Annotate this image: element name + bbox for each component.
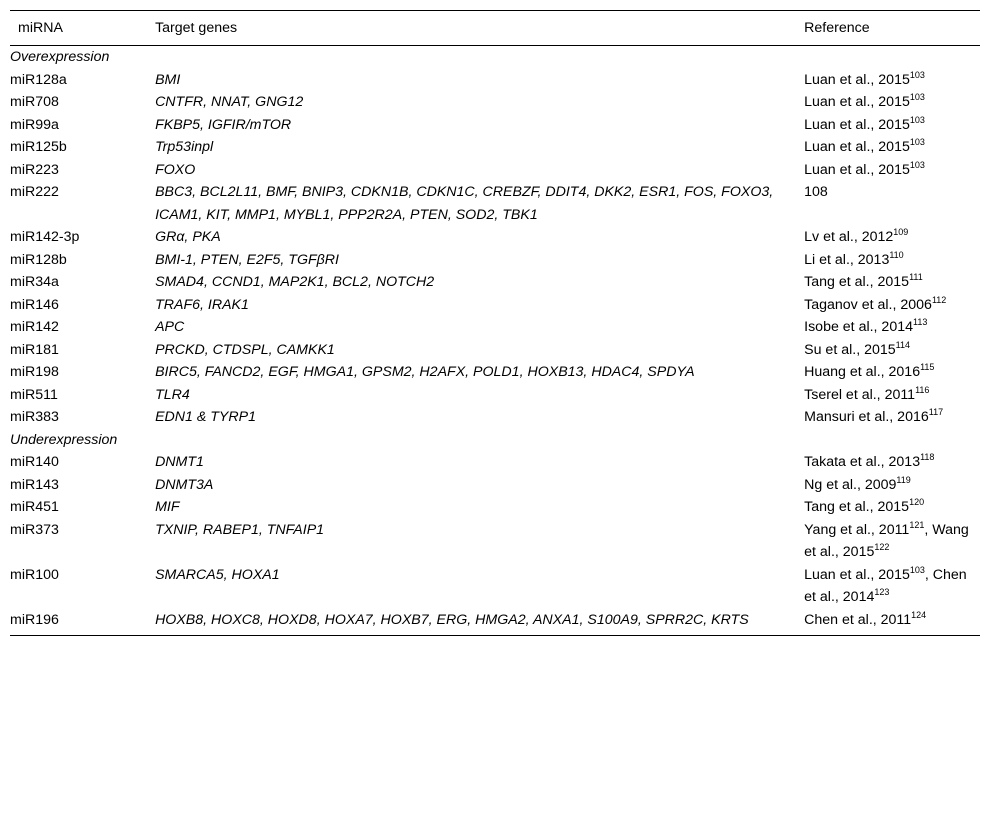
mirna-cell: miR511 — [10, 386, 58, 403]
table-header — [10, 11, 980, 46]
target-genes-cell: DNMT1 — [155, 454, 204, 470]
reference-cell — [804, 294, 980, 317]
target-genes-cell: MIF — [155, 499, 180, 515]
table-row — [10, 136, 980, 159]
mirna-table — [10, 10, 980, 636]
reference-cell — [804, 361, 980, 384]
section-row — [10, 46, 980, 69]
reference-cell — [804, 384, 980, 407]
reference-superscript: 103 — [909, 159, 925, 170]
target-genes-cell: TLR4 — [155, 386, 190, 403]
mirna-cell: miR128b — [10, 251, 67, 268]
reference-text: Luan et al., 2015 — [804, 566, 910, 583]
table-row — [10, 406, 980, 429]
table-row — [10, 181, 980, 226]
section-label: Underexpression — [10, 431, 118, 448]
reference-text: Yang et al., 2011 — [804, 521, 910, 538]
mirna-cell: miR128a — [10, 71, 67, 88]
table-row — [10, 519, 980, 564]
table-row — [10, 316, 980, 339]
table-row — [10, 564, 980, 609]
target-genes-cell: FKBP5, IGFIR/mTOR — [155, 116, 292, 133]
reference-superscript: 111 — [909, 272, 923, 282]
reference-text: Chen et al., 2011 — [804, 611, 912, 628]
mirna-cell: miR143 — [10, 476, 59, 493]
reference-superscript: 110 — [889, 249, 904, 260]
section-row — [10, 429, 980, 452]
target-genes-cell: HOXB8, HOXC8, HOXD8, HOXA7, HOXB7, ERG, HMGA2, ANXA1, S100A9, SPRR2C, KRTS — [155, 611, 749, 628]
reference-cell — [804, 136, 980, 159]
reference-text: Luan et al., 2015 — [804, 116, 910, 133]
reference-cell — [804, 519, 980, 564]
mirna-cell: miR223 — [10, 161, 59, 178]
table-row — [10, 91, 980, 114]
mirna-cell: miR146 — [10, 296, 59, 313]
mirna-cell: miR196 — [10, 611, 59, 628]
target-genes-cell: BMI — [155, 71, 181, 88]
reference-cell — [804, 564, 980, 609]
table-row — [10, 361, 980, 384]
table-row — [10, 496, 980, 519]
reference-cell — [804, 69, 980, 92]
reference-superscript: 103 — [909, 92, 925, 102]
table-row — [10, 451, 980, 474]
mirna-cell: miR140 — [10, 454, 59, 470]
reference-cell — [804, 316, 980, 339]
table-row — [10, 249, 980, 272]
reference-text: , Chen et al., 2014 — [804, 566, 967, 605]
reference-cell — [804, 249, 980, 272]
target-genes-cell: TXNIP, RABEP1, TNFAIP1 — [155, 521, 325, 538]
reference-superscript: 121 — [909, 519, 925, 530]
table-row — [10, 384, 980, 407]
reference-superscript: 112 — [931, 294, 947, 305]
target-genes-cell: SMARCA5, HOXA1 — [155, 566, 280, 583]
mirna-cell: miR198 — [10, 364, 59, 380]
header-mirna: miRNA — [18, 20, 63, 36]
reference-cell — [804, 226, 980, 249]
target-genes-cell: BBC3, BCL2L11, BMF, BNIP3, CDKN1B, CDKN1C, CREBZF, DDIT4, DKK2, ESR1, FOS, FOXO3, ICAM1, KIT, MMP1, MYBL1, PPP2R2A, PTEN, SOD2, TBK1 — [155, 184, 774, 223]
reference-superscript: 118 — [920, 452, 935, 462]
target-genes-cell: Trp53inpl — [155, 139, 214, 155]
reference-cell — [804, 609, 980, 636]
reference-text: 108 — [804, 184, 828, 200]
mirna-cell: miR222 — [10, 184, 59, 200]
reference-superscript: 103 — [909, 137, 925, 147]
reference-text: Luan et al., 2015 — [804, 71, 910, 88]
reference-superscript: 103 — [909, 564, 925, 575]
reference-text: Mansuri et al., 2016 — [804, 409, 929, 425]
table-row — [10, 271, 980, 294]
reference-cell — [804, 474, 980, 497]
reference-superscript: 116 — [915, 384, 930, 395]
reference-text: Isobe et al., 2014 — [804, 319, 913, 335]
table-row — [10, 474, 980, 497]
reference-cell — [804, 159, 980, 182]
section-label: Overexpression — [10, 49, 110, 65]
reference-text: Lv et al., 2012 — [804, 229, 894, 245]
reference-superscript: 123 — [874, 587, 890, 597]
reference-text: Takata et al., 2013 — [804, 454, 921, 470]
target-genes-cell: GRα, PKA — [155, 229, 221, 245]
mirna-cell: miR100 — [10, 566, 59, 583]
target-genes-cell: CNTFR, NNAT, GNG12 — [155, 94, 304, 110]
target-genes-cell: TRAF6, IRAK1 — [155, 296, 249, 313]
reference-text: Huang et al., 2016 — [804, 364, 921, 380]
reference-superscript: 115 — [920, 362, 935, 372]
table-row — [10, 294, 980, 317]
reference-superscript: 103 — [909, 69, 925, 80]
reference-text: Luan et al., 2015 — [804, 161, 910, 178]
table-row — [10, 339, 980, 362]
mirna-cell: miR181 — [10, 341, 59, 358]
table-row — [10, 609, 980, 636]
mirna-cell: miR451 — [10, 499, 59, 515]
reference-superscript: 119 — [896, 474, 911, 485]
reference-cell — [804, 114, 980, 137]
mirna-cell: miR125b — [10, 139, 67, 155]
table-body — [10, 46, 980, 636]
reference-text: Tserel et al., 2011 — [804, 386, 916, 403]
reference-text: Tang et al., 2015 — [804, 499, 910, 515]
target-genes-cell: BMI-1, PTEN, E2F5, TGFβRI — [155, 251, 339, 268]
reference-text: Taganov et al., 2006 — [804, 296, 932, 313]
reference-cell — [804, 91, 980, 114]
target-genes-cell: DNMT3A — [155, 476, 214, 493]
target-genes-cell: APC — [155, 319, 185, 335]
reference-cell — [804, 406, 980, 429]
reference-text: Li et al., 2013 — [804, 251, 890, 268]
header-target-genes: Target genes — [155, 20, 238, 36]
reference-superscript: 124 — [911, 609, 927, 620]
table-row — [10, 159, 980, 182]
reference-superscript: 113 — [913, 317, 928, 327]
target-genes-cell: PRCKD, CTDSPL, CAMKK1 — [155, 341, 335, 358]
reference-text: Su et al., 2015 — [804, 341, 896, 358]
table-row — [10, 69, 980, 92]
reference-cell — [804, 271, 980, 294]
mirna-cell: miR142-3p — [10, 229, 80, 245]
reference-text: Tang et al., 2015 — [804, 274, 910, 290]
header-reference: Reference — [804, 20, 870, 36]
reference-text: , Wang et al., 2015 — [804, 521, 969, 560]
reference-superscript: 109 — [893, 227, 909, 237]
reference-text: Luan et al., 2015 — [804, 139, 910, 155]
reference-superscript: 122 — [874, 542, 890, 552]
reference-text: Luan et al., 2015 — [804, 94, 910, 110]
header-row — [10, 11, 980, 46]
reference-cell — [804, 451, 980, 474]
mirna-cell: miR373 — [10, 521, 59, 538]
mirna-cell: miR99a — [10, 116, 59, 133]
reference-superscript: 120 — [909, 497, 925, 507]
table-row — [10, 114, 980, 137]
target-genes-cell: SMAD4, CCND1, MAP2K1, BCL2, NOTCH2 — [155, 274, 435, 290]
reference-cell — [804, 339, 980, 362]
table-row — [10, 226, 980, 249]
mirna-cell: miR383 — [10, 409, 59, 425]
reference-text: Ng et al., 2009 — [804, 476, 897, 493]
reference-superscript: 114 — [895, 339, 910, 350]
mirna-cell: miR708 — [10, 94, 59, 110]
mirna-cell: miR34a — [10, 274, 59, 290]
target-genes-cell: FOXO — [155, 161, 196, 178]
target-genes-cell: BIRC5, FANCD2, EGF, HMGA1, GPSM2, H2AFX, POLD1, HOXB13, HDAC4, SPDYA — [155, 364, 695, 380]
reference-cell — [804, 181, 980, 226]
mirna-cell: miR142 — [10, 319, 59, 335]
reference-superscript: 117 — [928, 407, 944, 417]
reference-cell — [804, 496, 980, 519]
target-genes-cell: EDN1 & TYRP1 — [155, 409, 256, 425]
reference-superscript: 103 — [909, 114, 925, 125]
